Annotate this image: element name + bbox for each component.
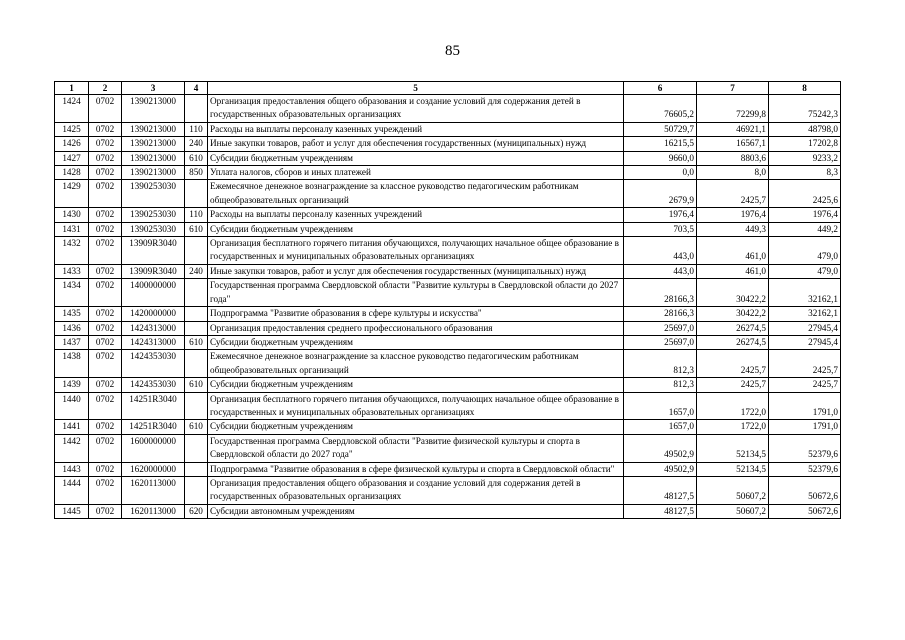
amount-col-7: 8,0: [697, 166, 769, 180]
section-code: 0702: [89, 392, 122, 420]
amount-col-8: 32162,1: [769, 279, 841, 307]
section-code: 0702: [89, 378, 122, 392]
amount-col-6: 812,3: [624, 350, 697, 378]
amount-col-7: 52134,5: [697, 434, 769, 462]
target-article-code: 1390213000: [122, 122, 185, 136]
amount-col-8: 479,0: [769, 237, 841, 265]
amount-col-8: 1791,0: [769, 420, 841, 434]
amount-col-7: 2425,7: [697, 180, 769, 208]
amount-col-7: 2425,7: [697, 350, 769, 378]
expense-type-code: 620: [185, 504, 208, 518]
row-number: 1442: [55, 434, 89, 462]
expense-type-code: 610: [185, 222, 208, 236]
section-code: 0702: [89, 476, 122, 504]
amount-col-8: 17202,8: [769, 137, 841, 151]
table-row: [55, 350, 841, 378]
section-code: 0702: [89, 420, 122, 434]
amount-col-6: 28166,3: [624, 279, 697, 307]
amount-col-7: 30422,2: [697, 307, 769, 321]
expense-type-code: [185, 180, 208, 208]
section-code: 0702: [89, 279, 122, 307]
section-code: 0702: [89, 350, 122, 378]
amount-col-7: 2425,7: [697, 378, 769, 392]
column-header: 4: [185, 82, 208, 95]
expense-type-code: 240: [185, 137, 208, 151]
row-number: 1440: [55, 392, 89, 420]
table-row: [55, 504, 841, 518]
row-number: 1435: [55, 307, 89, 321]
table-row: [55, 122, 841, 136]
table-row: [55, 392, 841, 420]
item-name: Организация предоставления общего образования и создание условий для содержания детей в государственных образовательных организациях: [208, 476, 624, 504]
row-number: 1429: [55, 180, 89, 208]
table-row: [55, 420, 841, 434]
expense-type-code: [185, 434, 208, 462]
target-article-code: 1390253030: [122, 222, 185, 236]
table-row: [55, 462, 841, 476]
section-code: 0702: [89, 122, 122, 136]
amount-col-8: 50672,6: [769, 476, 841, 504]
amount-col-8: 449,2: [769, 222, 841, 236]
amount-col-8: 1976,4: [769, 208, 841, 222]
amount-col-6: 48127,5: [624, 476, 697, 504]
section-code: 0702: [89, 504, 122, 518]
column-header: 8: [769, 82, 841, 95]
amount-col-8: 1791,0: [769, 392, 841, 420]
table-body: [55, 95, 841, 519]
budget-table: [54, 81, 841, 519]
amount-col-6: 50729,7: [624, 122, 697, 136]
amount-col-7: 461,0: [697, 237, 769, 265]
table-row: [55, 166, 841, 180]
item-name: Подпрограмма "Развитие образования в сфере культуры и искусства": [208, 307, 624, 321]
amount-col-7: 52134,5: [697, 462, 769, 476]
amount-col-7: 16567,1: [697, 137, 769, 151]
amount-col-7: 72299,8: [697, 95, 769, 123]
amount-col-7: 30422,2: [697, 279, 769, 307]
item-name: Иные закупки товаров, работ и услуг для обеспечения государственных (муниципальных) нужд: [208, 264, 624, 278]
target-article-code: 1390253030: [122, 208, 185, 222]
target-article-code: 1390213000: [122, 137, 185, 151]
amount-col-6: 28166,3: [624, 307, 697, 321]
amount-col-6: 2679,9: [624, 180, 697, 208]
amount-col-6: 49502,9: [624, 462, 697, 476]
table-row: [55, 208, 841, 222]
item-name: Организация предоставления среднего профессионального образования: [208, 321, 624, 335]
column-header: 2: [89, 82, 122, 95]
target-article-code: 1390253030: [122, 180, 185, 208]
amount-col-7: 26274,5: [697, 335, 769, 349]
amount-col-6: 49502,9: [624, 434, 697, 462]
section-code: 0702: [89, 95, 122, 123]
expense-type-code: [185, 350, 208, 378]
table-row: [55, 307, 841, 321]
section-code: 0702: [89, 222, 122, 236]
target-article-code: 1424313000: [122, 335, 185, 349]
item-name: Субсидии бюджетным учреждениям: [208, 420, 624, 434]
item-name: Иные закупки товаров, работ и услуг для обеспечения государственных (муниципальных) нужд: [208, 137, 624, 151]
item-name: Организация предоставления общего образования и создание условий для содержания детей в государственных образовательных организациях: [208, 95, 624, 123]
section-code: 0702: [89, 462, 122, 476]
section-code: 0702: [89, 307, 122, 321]
target-article-code: 13909R3040: [122, 264, 185, 278]
section-code: 0702: [89, 151, 122, 165]
target-article-code: 1620113000: [122, 504, 185, 518]
amount-col-7: 1722,0: [697, 420, 769, 434]
item-name: Расходы на выплаты персоналу казенных учреждений: [208, 208, 624, 222]
expense-type-code: 850: [185, 166, 208, 180]
row-number: 1430: [55, 208, 89, 222]
amount-col-8: 27945,4: [769, 321, 841, 335]
section-code: 0702: [89, 137, 122, 151]
column-header: 1: [55, 82, 89, 95]
target-article-code: 1390213000: [122, 166, 185, 180]
item-name: Субсидии бюджетным учреждениям: [208, 151, 624, 165]
expense-type-code: [185, 95, 208, 123]
amount-col-7: 46921,1: [697, 122, 769, 136]
item-name: Организация бесплатного горячего питания обучающихся, получающих начальное общее образование в государственных и муниципальных образовательных организациях: [208, 237, 624, 265]
section-code: 0702: [89, 208, 122, 222]
amount-col-6: 25697,0: [624, 335, 697, 349]
row-number: 1431: [55, 222, 89, 236]
amount-col-7: 1722,0: [697, 392, 769, 420]
section-code: 0702: [89, 264, 122, 278]
row-number: 1436: [55, 321, 89, 335]
amount-col-6: 703,5: [624, 222, 697, 236]
amount-col-7: 8803,6: [697, 151, 769, 165]
amount-col-8: 48798,0: [769, 122, 841, 136]
amount-col-7: 26274,5: [697, 321, 769, 335]
target-article-code: 14251R3040: [122, 420, 185, 434]
amount-col-8: 2425,7: [769, 350, 841, 378]
expense-type-code: [185, 462, 208, 476]
amount-col-7: 50607,2: [697, 504, 769, 518]
expense-type-code: [185, 476, 208, 504]
target-article-code: 1424313000: [122, 321, 185, 335]
table-row: [55, 321, 841, 335]
item-name: Субсидии бюджетным учреждениям: [208, 335, 624, 349]
column-header: 3: [122, 82, 185, 95]
target-article-code: 13909R3040: [122, 237, 185, 265]
amount-col-6: 0,0: [624, 166, 697, 180]
target-article-code: 1390213000: [122, 95, 185, 123]
expense-type-code: [185, 279, 208, 307]
column-header: 7: [697, 82, 769, 95]
amount-col-7: 1976,4: [697, 208, 769, 222]
expense-type-code: [185, 392, 208, 420]
target-article-code: 1390213000: [122, 151, 185, 165]
target-article-code: 1620000000: [122, 462, 185, 476]
item-name: Ежемесячное денежное вознаграждение за классное руководство педагогическим работникам общеобразовательных организаций: [208, 180, 624, 208]
amount-col-8: 50672,6: [769, 504, 841, 518]
amount-col-6: 25697,0: [624, 321, 697, 335]
table-row: [55, 95, 841, 123]
target-article-code: 1600000000: [122, 434, 185, 462]
row-number: 1432: [55, 237, 89, 265]
table-row: [55, 151, 841, 165]
amount-col-8: 2425,7: [769, 378, 841, 392]
amount-col-8: 479,0: [769, 264, 841, 278]
amount-col-8: 75242,3: [769, 95, 841, 123]
amount-col-6: 16215,5: [624, 137, 697, 151]
table-row: [55, 279, 841, 307]
target-article-code: 1424353030: [122, 378, 185, 392]
expense-type-code: [185, 237, 208, 265]
amount-col-7: 461,0: [697, 264, 769, 278]
row-number: 1439: [55, 378, 89, 392]
table-row: [55, 137, 841, 151]
section-code: 0702: [89, 180, 122, 208]
amount-col-8: 2425,6: [769, 180, 841, 208]
item-name: Организация бесплатного горячего питания обучающихся, получающих начальное общее образование в государственных и муниципальных образовательных организациях: [208, 392, 624, 420]
amount-col-8: 52379,6: [769, 434, 841, 462]
section-code: 0702: [89, 237, 122, 265]
amount-col-7: 449,3: [697, 222, 769, 236]
section-code: 0702: [89, 335, 122, 349]
table-row: [55, 180, 841, 208]
item-name: Субсидии бюджетным учреждениям: [208, 222, 624, 236]
row-number: 1443: [55, 462, 89, 476]
amount-col-6: 48127,5: [624, 504, 697, 518]
amount-col-6: 1657,0: [624, 420, 697, 434]
item-name: Субсидии бюджетным учреждениям: [208, 378, 624, 392]
table-row: [55, 264, 841, 278]
amount-col-8: 9233,2: [769, 151, 841, 165]
amount-col-6: 443,0: [624, 264, 697, 278]
item-name: Государственная программа Свердловской области "Развитие культуры в Свердловской области до 2027 года": [208, 279, 624, 307]
amount-col-6: 443,0: [624, 237, 697, 265]
target-article-code: 1420000000: [122, 307, 185, 321]
expense-type-code: 610: [185, 335, 208, 349]
item-name: Государственная программа Свердловской области "Развитие физической культуры и спорта в Свердловской области до 2027 года": [208, 434, 624, 462]
row-number: 1441: [55, 420, 89, 434]
expense-type-code: 610: [185, 420, 208, 434]
table-row: [55, 222, 841, 236]
item-name: Ежемесячное денежное вознаграждение за классное руководство педагогическим работникам общеобразовательных организаций: [208, 350, 624, 378]
amount-col-6: 1976,4: [624, 208, 697, 222]
row-number: 1434: [55, 279, 89, 307]
row-number: 1445: [55, 504, 89, 518]
target-article-code: 1620113000: [122, 476, 185, 504]
row-number: 1444: [55, 476, 89, 504]
row-number: 1438: [55, 350, 89, 378]
header-row: [55, 82, 841, 95]
target-article-code: 1424353030: [122, 350, 185, 378]
table-row: [55, 335, 841, 349]
amount-col-6: 812,3: [624, 378, 697, 392]
item-name: Субсидии автономным учреждениям: [208, 504, 624, 518]
expense-type-code: 110: [185, 122, 208, 136]
section-code: 0702: [89, 321, 122, 335]
page-number: 85: [445, 43, 460, 59]
amount-col-6: 9660,0: [624, 151, 697, 165]
table-row: [55, 237, 841, 265]
table-row: [55, 476, 841, 504]
row-number: 1433: [55, 264, 89, 278]
amount-col-6: 76605,2: [624, 95, 697, 123]
column-header: 6: [624, 82, 697, 95]
target-article-code: 1400000000: [122, 279, 185, 307]
row-number: 1428: [55, 166, 89, 180]
target-article-code: 14251R3040: [122, 392, 185, 420]
row-number: 1424: [55, 95, 89, 123]
row-number: 1426: [55, 137, 89, 151]
item-name: Расходы на выплаты персоналу казенных учреждений: [208, 122, 624, 136]
item-name: Подпрограмма "Развитие образования в сфере физической культуры и спорта в Свердловской области": [208, 462, 624, 476]
amount-col-8: 32162,1: [769, 307, 841, 321]
expense-type-code: 240: [185, 264, 208, 278]
amount-col-8: 52379,6: [769, 462, 841, 476]
row-number: 1437: [55, 335, 89, 349]
section-code: 0702: [89, 434, 122, 462]
item-name: Уплата налогов, сборов и иных платежей: [208, 166, 624, 180]
expense-type-code: 110: [185, 208, 208, 222]
row-number: 1427: [55, 151, 89, 165]
expense-type-code: [185, 321, 208, 335]
amount-col-6: 1657,0: [624, 392, 697, 420]
amount-col-8: 27945,4: [769, 335, 841, 349]
table-row: [55, 434, 841, 462]
expense-type-code: 610: [185, 151, 208, 165]
expense-type-code: [185, 307, 208, 321]
expense-type-code: 610: [185, 378, 208, 392]
amount-col-7: 50607,2: [697, 476, 769, 504]
amount-col-8: 8,3: [769, 166, 841, 180]
table-row: [55, 378, 841, 392]
row-number: 1425: [55, 122, 89, 136]
column-header: 5: [208, 82, 624, 95]
section-code: 0702: [89, 166, 122, 180]
